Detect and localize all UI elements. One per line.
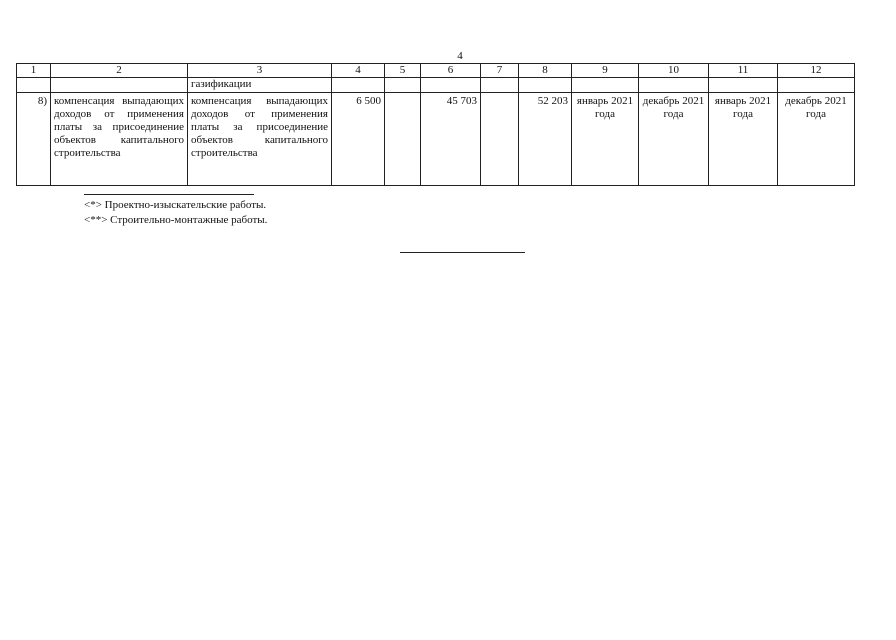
header-cell: 11 [709,64,778,78]
table-cell [572,78,639,93]
table-cell: январь 2021 года [709,93,778,186]
table-cell [385,78,421,93]
header-cell: 4 [332,64,385,78]
header-cell: 2 [51,64,188,78]
table-cell: 8) [17,93,51,186]
footnote: <*> Проектно-изыскательские работы. [84,199,267,211]
table-cell: 52 203 [519,93,572,186]
header-cell: 8 [519,64,572,78]
table-cell [385,93,421,186]
header-cell: 6 [421,64,481,78]
table-cell [17,78,51,93]
page-number: 4 [457,50,463,62]
header-cell: 9 [572,64,639,78]
table-cell [481,78,519,93]
table-cell [332,78,385,93]
data-table [16,63,855,186]
end-of-document-line [400,252,525,253]
header-cell: 3 [188,64,332,78]
table-cell: 45 703 [421,93,481,186]
table-cell: компенсация выпадающих доходов от применения платы за присоединение объектов капитального строительства [51,93,188,186]
table-cell [481,93,519,186]
footnote: <**> Строительно-монтажные работы. [84,214,268,226]
table-cell: декабрь 2021 года [639,93,709,186]
table-cell: декабрь 2021 года [778,93,855,186]
header-cell: 1 [17,64,51,78]
table-header-row [17,64,855,78]
table-cell: газификации [188,78,332,93]
table-cell [709,78,778,93]
table-cell: компенсация выпадающих доходов от применения платы за присоединение объектов капитального строительства [188,93,332,186]
header-cell: 12 [778,64,855,78]
table-row [17,78,855,93]
header-cell: 10 [639,64,709,78]
table-cell [639,78,709,93]
table-cell [778,78,855,93]
table-cell [421,78,481,93]
table-cell: январь 2021 года [572,93,639,186]
table-cell [519,78,572,93]
header-cell: 5 [385,64,421,78]
header-cell: 7 [481,64,519,78]
table-row [17,93,855,186]
table-cell [51,78,188,93]
footnote-separator [84,194,254,195]
table-cell: 6 500 [332,93,385,186]
